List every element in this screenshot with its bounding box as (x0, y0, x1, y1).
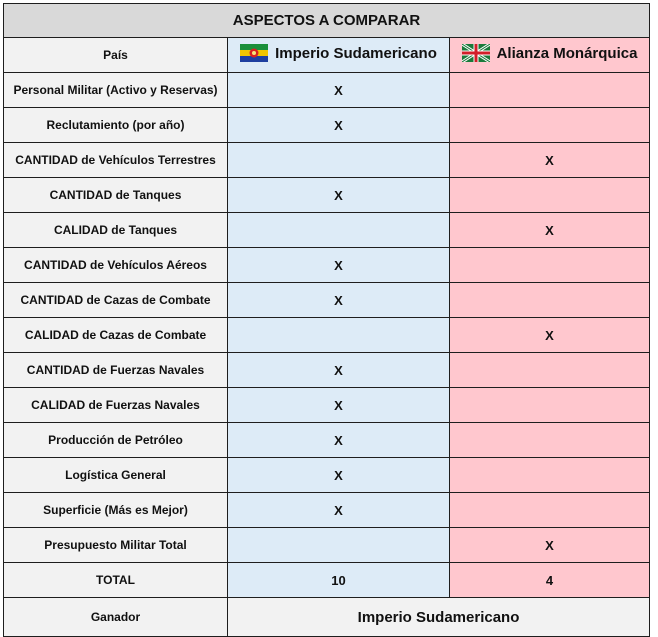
country-a-cell (228, 528, 450, 563)
total-label: TOTAL (4, 563, 228, 598)
row-label: CALIDAD de Fuerzas Navales (4, 388, 228, 423)
table-row (4, 528, 650, 563)
table-row (4, 388, 650, 423)
table-row (4, 353, 650, 388)
country-b-cell (450, 248, 650, 283)
country-b-cell (450, 108, 650, 143)
table-row (4, 108, 650, 143)
country-b-cell: X (450, 143, 650, 178)
country-b-cell: X (450, 213, 650, 248)
row-label: CANTIDAD de Tanques (4, 178, 228, 213)
country-a-cell (228, 213, 450, 248)
country-a-cell: X (228, 493, 450, 528)
row-label: Reclutamiento (por año) (4, 108, 228, 143)
country-b-header (450, 38, 650, 73)
winner-row (4, 598, 650, 637)
row-label: Personal Militar (Activo y Reservas) (4, 73, 228, 108)
country-a-cell: X (228, 283, 450, 318)
table-row (4, 458, 650, 493)
alianza-monarquica-flag-icon (462, 44, 490, 62)
winner-label: Ganador (4, 598, 228, 637)
table-row (4, 493, 650, 528)
country-b-cell (450, 353, 650, 388)
row-label: Superficie (Más es Mejor) (4, 493, 228, 528)
row-label: CALIDAD de Tanques (4, 213, 228, 248)
country-a-cell: X (228, 73, 450, 108)
country-a-cell (228, 318, 450, 353)
country-b-cell (450, 73, 650, 108)
country-a-cell: X (228, 248, 450, 283)
country-b-cell: X (450, 528, 650, 563)
row-label: Logística General (4, 458, 228, 493)
country-b-cell (450, 283, 650, 318)
row-label: CALIDAD de Cazas de Combate (4, 318, 228, 353)
country-b-cell (450, 423, 650, 458)
country-a-name: Imperio Sudamericano (275, 44, 437, 62)
country-a-cell: X (228, 178, 450, 213)
total-country-a: 10 (228, 563, 450, 598)
country-a-header (228, 38, 450, 73)
table-row (4, 178, 650, 213)
country-header-label: País (4, 38, 228, 73)
title-row (4, 4, 650, 38)
country-b-cell (450, 178, 650, 213)
table-row (4, 283, 650, 318)
row-label: Presupuesto Militar Total (4, 528, 228, 563)
country-b-cell (450, 493, 650, 528)
table-row (4, 318, 650, 353)
winner-value: Imperio Sudamericano (228, 598, 650, 637)
imperio-sudamericano-flag-icon (240, 44, 268, 62)
total-country-b: 4 (450, 563, 650, 598)
row-label: CANTIDAD de Vehículos Terrestres (4, 143, 228, 178)
country-a-cell: X (228, 353, 450, 388)
country-a-cell: X (228, 423, 450, 458)
country-b-name: Alianza Monárquica (496, 44, 638, 62)
row-label: Producción de Petróleo (4, 423, 228, 458)
country-a-cell: X (228, 388, 450, 423)
table-row (4, 213, 650, 248)
country-a-cell: X (228, 108, 450, 143)
comparison-table (3, 3, 650, 637)
country-b-cell (450, 388, 650, 423)
country-a-cell (228, 143, 450, 178)
total-row (4, 563, 650, 598)
table-row (4, 248, 650, 283)
row-label: CANTIDAD de Cazas de Combate (4, 283, 228, 318)
country-b-cell: X (450, 318, 650, 353)
country-b-cell (450, 458, 650, 493)
row-label: CANTIDAD de Fuerzas Navales (4, 353, 228, 388)
header-row (4, 38, 650, 73)
table-row (4, 143, 650, 178)
row-label: CANTIDAD de Vehículos Aéreos (4, 248, 228, 283)
table-title: ASPECTOS A COMPARAR (4, 4, 650, 38)
country-a-cell: X (228, 458, 450, 493)
table-row (4, 423, 650, 458)
table-row (4, 73, 650, 108)
